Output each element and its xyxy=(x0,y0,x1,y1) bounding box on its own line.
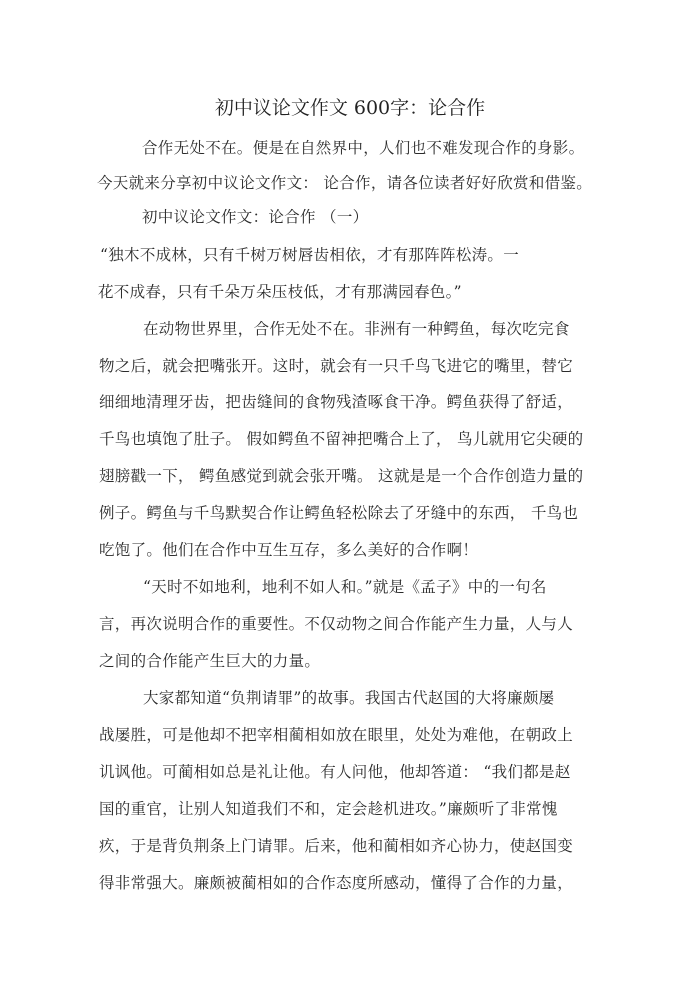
paragraph-line: “天时不如地利，地利不如人和。”就是《孟子》中的一句名 xyxy=(143,578,547,596)
paragraph-line: “独木不成林，只有千树万树唇齿相依，才有那阵阵松涛。一 xyxy=(100,246,520,264)
paragraph-line: 疚，于是背负荆条上门请罪。后来，他和蔺相如齐心协力，使赵国变 xyxy=(99,837,574,855)
paragraph-line: 细细地清理牙齿，把齿缝间的食物残渣啄食干净。鳄鱼获得了舒适， xyxy=(99,393,574,411)
paragraph-line: 花不成春，只有千朵万朵压枝低，才有那满园春色。” xyxy=(98,283,462,301)
paragraph-line: 翅膀戳一下， 鳄鱼感觉到就会张开嘴。 这就是是一个合作创造力量的 xyxy=(99,467,584,485)
paragraph-line: 吃饱了。他们在合作中互生互存，多么美好的合作啊！ xyxy=(99,541,479,559)
paragraph-line: 物之后，就会把嘴张开。这时，就会有一只千鸟飞进它的嘴里，替它 xyxy=(99,357,574,375)
paragraph-line: 国的重官，让别人知道我们不和，定会趁机进攻。”廉颇听了非常愧 xyxy=(99,800,558,818)
paragraph-line: 之间的合作能产生巨大的力量。 xyxy=(99,652,321,670)
paragraph-line: 讥讽他。可蔺相如总是礼让他。有人问他，他却答道： “我们都是赵 xyxy=(99,763,571,781)
paragraph-line: 得非常强大。廉颇被蔺相如的合作态度所感动，懂得了合作的力量， xyxy=(99,874,574,892)
paragraph-line: 千鸟也填饱了肚子。 假如鳄鱼不留神把嘴合上了， 鸟儿就用它尖硬的 xyxy=(99,430,584,448)
document-title: 初中议论文作文 600字：论合作 xyxy=(214,97,486,119)
paragraph-line: 战屡胜，可是他却不把宰相蔺相如放在眼里，处处为难他，在朝政上 xyxy=(99,726,574,744)
paragraph-line: 今天就来分享初中议论文作文： 论合作，请各位读者好好欣赏和借鉴。 xyxy=(97,174,593,192)
paragraph-line: 合作无处不在。便是在自然界中，人们也不难发现合作的身影。 xyxy=(142,139,585,157)
paragraph-line: 大家都知道“负荆请罪”的故事。我国古代赵国的大将廉颇屡 xyxy=(143,689,555,707)
paragraph-line: 言，再次说明合作的重要性。不仅动物之间合作能产生力量，人与人 xyxy=(99,615,574,633)
paragraph-line: 例子。鳄鱼与千鸟默契合作让鳄鱼轻松除去了牙缝中的东西， 千鸟也 xyxy=(99,504,579,522)
section-heading: 初中议论文作文：论合作 （一） xyxy=(142,208,369,226)
paragraph-line: 在动物世界里，合作无处不在。非洲有一种鳄鱼，每次吃完食 xyxy=(143,320,570,338)
